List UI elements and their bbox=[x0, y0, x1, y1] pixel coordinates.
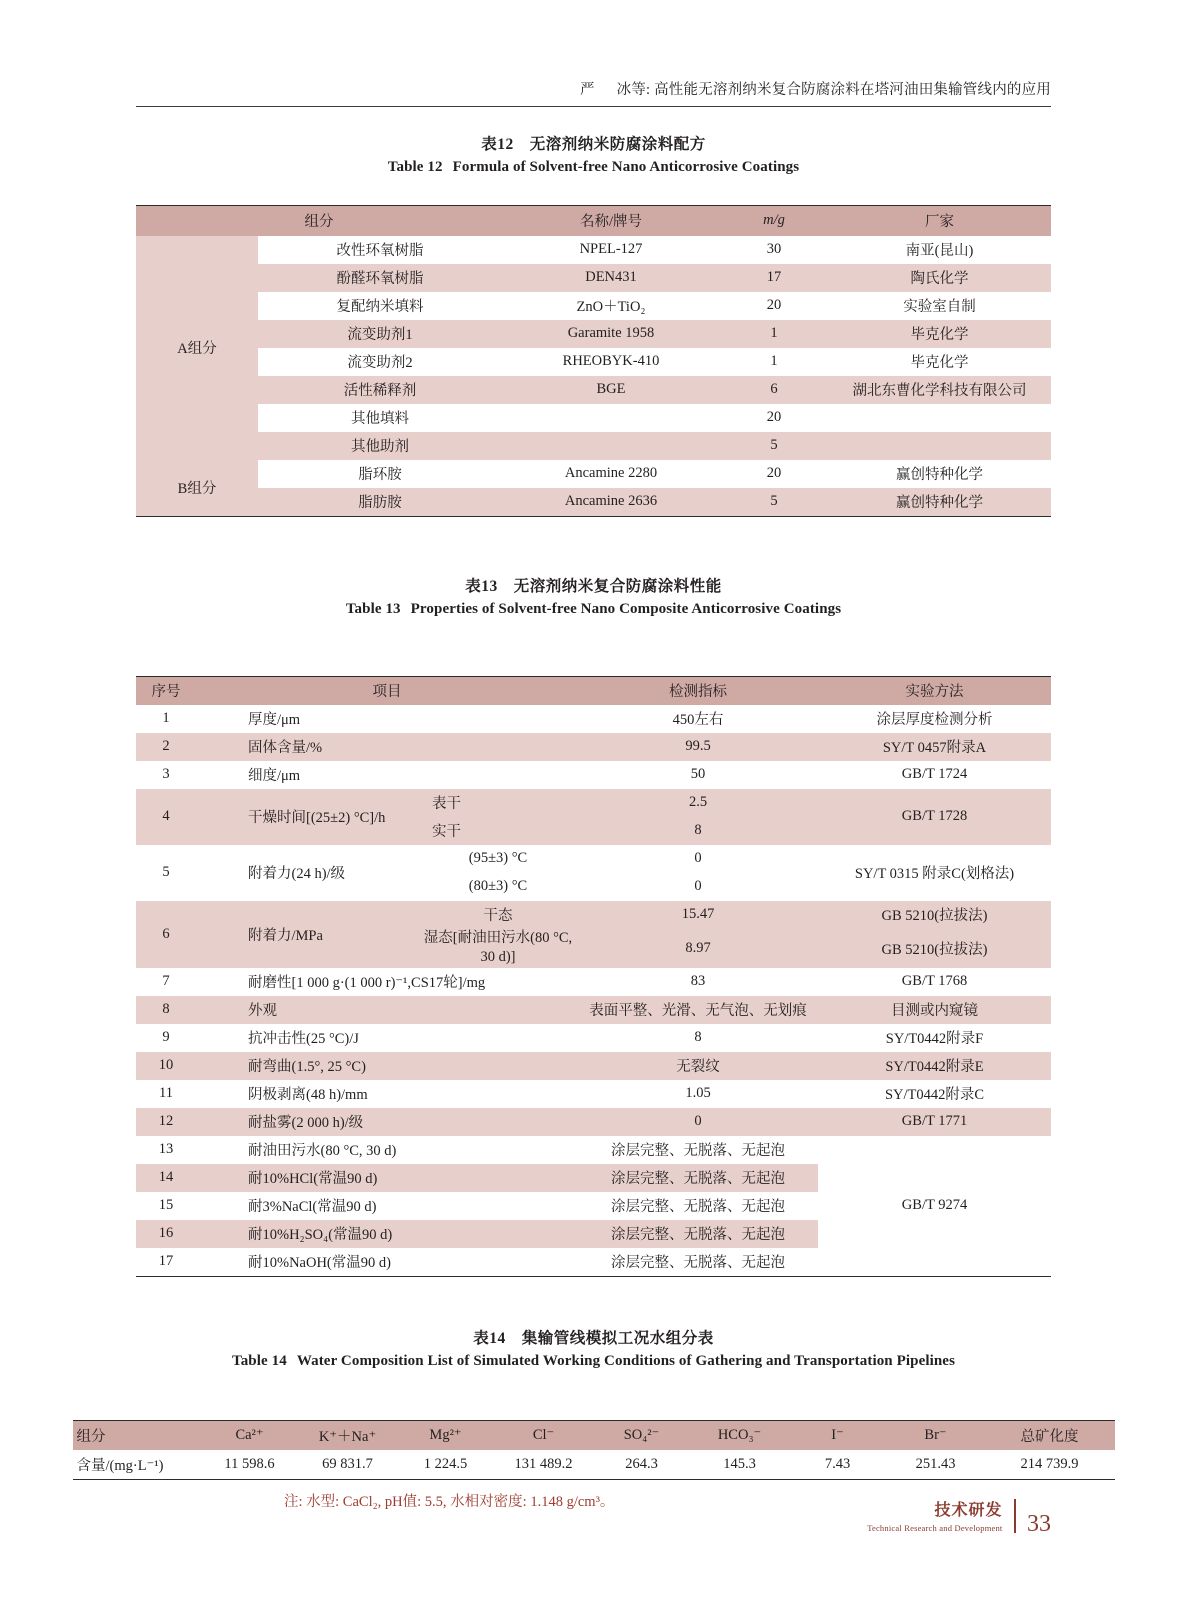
table13-caption-zh bbox=[136, 575, 1051, 598]
table12-cell-mass: 20 bbox=[766, 465, 782, 482]
table-row bbox=[136, 404, 1051, 432]
table12-caption-zh-num: 表12 bbox=[481, 136, 514, 153]
table12-caption bbox=[136, 133, 1051, 179]
table13-cell-value: 15.47 bbox=[681, 906, 715, 922]
table13-cell-no: 8 bbox=[162, 1001, 170, 1018]
table-row bbox=[136, 488, 1051, 517]
running-header-title: 冰等: 高性能无溶剂纳米复合防腐涂料在塔河油田集输管线内的应用 bbox=[616, 82, 1051, 98]
table14-cell-mg: 1 224.5 bbox=[423, 1456, 468, 1473]
table-row bbox=[136, 1024, 1051, 1052]
table-row bbox=[136, 996, 1051, 1024]
table-row bbox=[136, 236, 1051, 264]
table12-cell-mass: 5 bbox=[720, 488, 828, 517]
table13-cell-subitem: 干态 bbox=[483, 908, 513, 924]
table13-wrapper bbox=[136, 676, 1051, 1277]
table12-cell-name: BGE bbox=[502, 376, 720, 404]
table-row bbox=[136, 1052, 1051, 1080]
table13-cell-item: 耐盐雾(2 000 h)/级 bbox=[248, 1115, 364, 1132]
table12-cell-maker: 毕克化学 bbox=[910, 355, 969, 372]
table13-cell-no: 15 bbox=[158, 1197, 174, 1214]
table14-col-ca: Ca²⁺ bbox=[201, 1421, 299, 1451]
table13-cell-value: 涂层完整、无脱落、无起泡 bbox=[611, 1143, 785, 1160]
table12-cell-mass: 1 bbox=[770, 353, 778, 370]
table14-note: 注: 水型: CaCl₂, pH值: 5.5, 水相对密度: 1.148 g/cm³。 bbox=[284, 1494, 615, 1511]
table13-caption-en-title: Properties of Solvent-free Nano Composite Anticorrosive Coatings bbox=[410, 601, 842, 617]
table13-col-value: 检测指标 bbox=[578, 676, 818, 705]
table12-cell-maker: 湖北东曹化学科技有限公司 bbox=[828, 376, 1051, 404]
table-row bbox=[136, 789, 1051, 817]
footer-divider bbox=[1014, 1499, 1017, 1533]
table13-cell-item: 外观 bbox=[248, 1003, 277, 1020]
table14-caption-zh bbox=[136, 1327, 1051, 1350]
table14-wrapper bbox=[76, 1420, 1079, 1480]
table13-cell-no: 9 bbox=[162, 1029, 170, 1046]
table13-cell-value: 2.5 bbox=[688, 794, 708, 810]
table12-caption-en bbox=[136, 156, 1051, 179]
table13-cell-no: 10 bbox=[158, 1057, 174, 1074]
running-header bbox=[136, 0, 1051, 99]
table13-cell-value: 0 bbox=[694, 1113, 702, 1130]
table12-cell-maker bbox=[828, 432, 1051, 460]
table12-cell-component: 流变助剂1 bbox=[258, 320, 502, 348]
table14-cell-i: 7.43 bbox=[824, 1456, 851, 1473]
table12-caption-zh-title: 无溶剂纳米防腐涂料配方 bbox=[529, 136, 706, 153]
table13-caption bbox=[136, 575, 1051, 621]
table-row bbox=[136, 845, 1051, 873]
table-row bbox=[136, 432, 1051, 460]
table13-cell-no: 11 bbox=[159, 1085, 173, 1102]
table12-cell-component: 脂肪胺 bbox=[258, 488, 502, 517]
table14-col-mg: Mg²⁺ bbox=[397, 1421, 495, 1451]
table13-cell-method: GB/T 1724 bbox=[901, 766, 968, 782]
table13-cell-value: 0 bbox=[694, 878, 702, 894]
table14-col-hco3: HCO₃⁻ bbox=[691, 1421, 789, 1451]
table-row bbox=[136, 376, 1051, 404]
running-header-author: 严 bbox=[579, 82, 595, 98]
table13-cell-method: SY/T0442附录F bbox=[885, 1031, 984, 1048]
table-row bbox=[136, 1108, 1051, 1136]
table13-cell-item: 细度/μm bbox=[248, 768, 301, 784]
table13-caption-zh-num: 表13 bbox=[465, 577, 498, 595]
table13-cell-value: 8.97 bbox=[685, 939, 711, 956]
table12-caption-en-num: Table 12 bbox=[387, 159, 443, 176]
table12-cell-component: 其他填料 bbox=[351, 411, 409, 428]
table14-caption-en bbox=[136, 1350, 1051, 1373]
table14-caption-zh-num: 表14 bbox=[473, 1329, 506, 1347]
table13-cell-item: 固体含量/% bbox=[248, 740, 323, 756]
table12-cell-name: DEN431 bbox=[502, 264, 720, 292]
table13-cell-value: 涂层完整、无脱落、无起泡 bbox=[611, 1255, 785, 1272]
table13-cell-value: 0 bbox=[694, 850, 702, 866]
table13-cell-item: 干燥时间[(25±2) °C]/h bbox=[248, 810, 386, 826]
table13-cell-no: 2 bbox=[162, 738, 170, 754]
table13-cell-value: 50 bbox=[690, 766, 706, 782]
header-rule bbox=[136, 106, 1051, 107]
table12-cell-maker: 毕克化学 bbox=[828, 320, 1051, 348]
table-row bbox=[136, 1080, 1051, 1108]
table13-cell-item: 阴极剥离(48 h)/mm bbox=[248, 1087, 368, 1104]
table12-cell-component: 脂环胺 bbox=[358, 467, 402, 484]
table12-caption-zh bbox=[136, 133, 1051, 156]
table13-cell-value: 1.05 bbox=[685, 1085, 711, 1102]
table12-cell-maker: 南亚(昆山) bbox=[905, 243, 974, 260]
table13-cell-method: SY/T 0457附录A bbox=[882, 740, 987, 756]
table13-cell-no: 4 bbox=[162, 808, 170, 824]
table13-cell-method: SY/T0442附录C bbox=[884, 1087, 985, 1104]
table13-cell-item: 耐10%HCl(常温90 d) bbox=[248, 1171, 378, 1188]
footer-section-zh: 技术研发 bbox=[934, 1502, 1003, 1520]
table12-cell-name: Ancamine 2636 bbox=[502, 488, 720, 517]
table14-cell-br: 251.43 bbox=[915, 1456, 956, 1473]
table13-cell-method-merged: GB/T 9274 bbox=[901, 1197, 968, 1214]
table14-col-kna: K⁺＋Na⁺ bbox=[299, 1421, 397, 1451]
table14-caption-en-title: Water Composition List of Simulated Working Conditions of Gathering and Transportation Pipelines bbox=[296, 1352, 956, 1369]
table13-caption-zh-title: 无溶剂纳米复合防腐涂料性能 bbox=[513, 577, 722, 595]
table12-col-maker: 厂家 bbox=[828, 205, 1051, 236]
table12-cell-component: 流变助剂2 bbox=[347, 355, 413, 372]
table12-cell-mass: 30 bbox=[766, 241, 782, 258]
table13-cell-value: 83 bbox=[690, 973, 706, 990]
table12-cell-mass: 20 bbox=[766, 297, 782, 314]
table12-cell-component: 其他助剂 bbox=[258, 432, 502, 460]
table13-cell-item: 耐弯曲(1.5°, 25 °C) bbox=[248, 1059, 366, 1076]
table13-cell-no: 17 bbox=[158, 1253, 174, 1270]
table12-cell-name: RHEOBYK-410 bbox=[562, 353, 660, 370]
table13-cell-item: 耐磨性[1 000 g·(1 000 r)⁻¹,CS17轮]/mg bbox=[248, 975, 486, 992]
table13-caption-en-num: Table 13 bbox=[345, 601, 401, 617]
table13-cell-item: 耐10%NaOH(常温90 d) bbox=[248, 1255, 391, 1272]
page-footer bbox=[867, 1499, 1051, 1537]
table14-col-tds: 总矿化度 bbox=[985, 1421, 1115, 1451]
table12-cell-name: NPEL-127 bbox=[579, 241, 643, 258]
table12-cell-component: 改性环氧树脂 bbox=[336, 243, 424, 260]
table13-cell-no: 7 bbox=[162, 973, 170, 990]
table13-cell-item: 附着力/MPa bbox=[248, 927, 323, 944]
table13-cell-method: GB/T 1728 bbox=[901, 808, 968, 824]
table14-cell-tds: 214 739.9 bbox=[1020, 1456, 1079, 1473]
table14-caption bbox=[136, 1327, 1051, 1373]
table12-cell-name: Ancamine 2280 bbox=[564, 465, 658, 482]
table14-col-label: 组分 bbox=[73, 1421, 201, 1451]
table12-group-a: A组分 bbox=[136, 236, 258, 460]
table13-cell-item: 耐3%NaCl(常温90 d) bbox=[248, 1199, 377, 1216]
table13-cell-value: 涂层完整、无脱落、无起泡 bbox=[611, 1199, 785, 1216]
table13-cell-method: 涂层厚度检测分析 bbox=[876, 712, 993, 728]
table-row bbox=[136, 292, 1051, 320]
table13-cell-item: 抗冲击性(25 °C)/J bbox=[248, 1031, 359, 1048]
table13-cell-value: 8 bbox=[694, 822, 702, 838]
table13-cell-value: 无裂纹 bbox=[676, 1059, 720, 1076]
table12-cell-name: Garamite 1958 bbox=[502, 320, 720, 348]
table14-header-row bbox=[73, 1421, 1115, 1451]
table13-cell-value: 8 bbox=[694, 1029, 702, 1046]
table12-cell-mass: 17 bbox=[720, 264, 828, 292]
table14-cell-cl: 131 489.2 bbox=[514, 1456, 573, 1473]
table13-cell-value: 99.5 bbox=[685, 738, 711, 754]
table-row bbox=[136, 901, 1051, 929]
table13-cell-subitem: (80±3) °C bbox=[468, 878, 528, 894]
table12-header-row bbox=[136, 205, 1051, 236]
footer-section-en: Technical Research and Development bbox=[867, 1523, 1003, 1534]
table-row bbox=[136, 705, 1051, 733]
table13-cell-value: 涂层完整、无脱落、无起泡 bbox=[611, 1227, 785, 1244]
table12-cell-mass: 5 bbox=[720, 432, 828, 460]
table12-cell-name: ZnO＋TiO₂ bbox=[576, 299, 646, 316]
table14-cell-so4: 264.3 bbox=[625, 1456, 658, 1473]
table13-cell-method: SY/T 0315 附录C(划格法) bbox=[854, 866, 1015, 882]
table-row bbox=[73, 1450, 1115, 1480]
table13-caption-en bbox=[136, 598, 1051, 621]
table13-cell-subitem: 实干 bbox=[432, 824, 461, 840]
table12-cell-name bbox=[502, 432, 720, 460]
table-row bbox=[136, 968, 1051, 996]
table12-cell-maker bbox=[828, 404, 1051, 432]
table12-cell-mass: 6 bbox=[720, 376, 828, 404]
table13-cell-no: 12 bbox=[158, 1113, 174, 1130]
table14-cell-kna: 69 831.7 bbox=[322, 1456, 373, 1473]
table12-cell-component: 活性稀释剂 bbox=[258, 376, 502, 404]
table12-col-component: 组分 bbox=[136, 205, 502, 236]
table-row bbox=[136, 1136, 1051, 1164]
table14-col-br: Br⁻ bbox=[887, 1421, 985, 1451]
table13-cell-method: SY/T0442附录E bbox=[885, 1059, 984, 1076]
table13-col-item: 项目 bbox=[196, 676, 578, 705]
table14-col-so4: SO₄²⁻ bbox=[593, 1421, 691, 1451]
table-row bbox=[136, 733, 1051, 761]
table14-cell-hco3: 145.3 bbox=[723, 1456, 756, 1473]
table13-cell-subitem: 表干 bbox=[432, 796, 461, 812]
table12-cell-maker: 实验室自制 bbox=[903, 299, 976, 316]
table-row bbox=[136, 264, 1051, 292]
table12-cell-component: 复配纳米填料 bbox=[336, 299, 424, 316]
table12-cell-mass: 20 bbox=[766, 409, 782, 426]
page-number: 33 bbox=[1027, 1511, 1051, 1537]
table13-cell-value: 450左右 bbox=[672, 712, 724, 728]
table12-col-name: 名称/牌号 bbox=[502, 205, 720, 236]
table13-cell-no: 3 bbox=[162, 766, 170, 782]
table13-cell-value: 表面平整、光滑、无气泡、无划痕 bbox=[589, 1003, 807, 1020]
table14-caption-en-num: Table 14 bbox=[231, 1352, 287, 1369]
table14-cell-ca: 11 598.6 bbox=[224, 1456, 275, 1473]
table13-cell-subitem: (95±3) °C bbox=[468, 850, 528, 866]
table13-col-method: 实验方法 bbox=[818, 676, 1051, 705]
table-row bbox=[136, 460, 1051, 488]
table12-cell-name bbox=[502, 404, 720, 432]
table13 bbox=[136, 676, 1051, 1277]
table13-cell-no: 14 bbox=[158, 1169, 174, 1186]
table12-cell-maker: 赢创特种化学 bbox=[896, 467, 983, 484]
table12-wrapper bbox=[136, 205, 1051, 517]
table14 bbox=[73, 1420, 1115, 1480]
table13-cell-method: GB 5210(拉拔法) bbox=[881, 908, 988, 924]
table14-cell-label: 含量/(mg·L⁻¹) bbox=[76, 1458, 164, 1475]
table13-cell-item: 附着力(24 h)/级 bbox=[248, 866, 346, 882]
table13-cell-item: 厚度/μm bbox=[248, 712, 301, 728]
table-row bbox=[136, 761, 1051, 789]
table12-col-mass: m/g bbox=[720, 205, 828, 236]
table13-cell-value: 涂层完整、无脱落、无起泡 bbox=[611, 1171, 785, 1188]
table13-cell-item: 耐油田污水(80 °C, 30 d) bbox=[248, 1143, 397, 1160]
table-row bbox=[136, 320, 1051, 348]
table12-cell-maker: 陶氏化学 bbox=[828, 264, 1051, 292]
table12-cell-maker: 赢创特种化学 bbox=[828, 488, 1051, 517]
table13-cell-method: GB 5210(拉拔法) bbox=[881, 941, 988, 958]
table12-group-b: B组分 bbox=[136, 460, 258, 517]
footer-text bbox=[867, 1501, 1002, 1534]
table12-cell-mass: 1 bbox=[720, 320, 828, 348]
table13-col-no: 序号 bbox=[136, 676, 196, 705]
table12-cell-component: 酚醛环氧树脂 bbox=[258, 264, 502, 292]
table-row bbox=[136, 348, 1051, 376]
table13-cell-method: GB/T 1771 bbox=[901, 1113, 968, 1130]
table13-cell-no: 6 bbox=[162, 925, 170, 942]
table13-cell-method: 目测或内窥镜 bbox=[891, 1003, 978, 1020]
table12 bbox=[136, 205, 1051, 517]
table14-col-cl: Cl⁻ bbox=[495, 1421, 593, 1451]
table13-cell-item: 耐10%H₂SO₄(常温90 d) bbox=[248, 1227, 393, 1244]
table13-cell-subitem: 湿态[耐油田污水(80 °C, 30 d)] bbox=[423, 929, 573, 966]
table13-cell-no: 13 bbox=[158, 1141, 174, 1158]
table12-caption-en-title: Formula of Solvent-free Nano Anticorrosive Coatings bbox=[452, 159, 800, 176]
table13-header-row bbox=[136, 676, 1051, 705]
table14-caption-zh-title: 集输管线模拟工况水组分表 bbox=[521, 1329, 714, 1347]
table14-col-i: I⁻ bbox=[789, 1421, 887, 1451]
table13-cell-method: GB/T 1768 bbox=[901, 973, 968, 990]
table13-cell-no: 5 bbox=[162, 864, 170, 880]
table13-cell-no: 1 bbox=[162, 710, 170, 726]
table13-cell-no: 16 bbox=[158, 1225, 174, 1242]
